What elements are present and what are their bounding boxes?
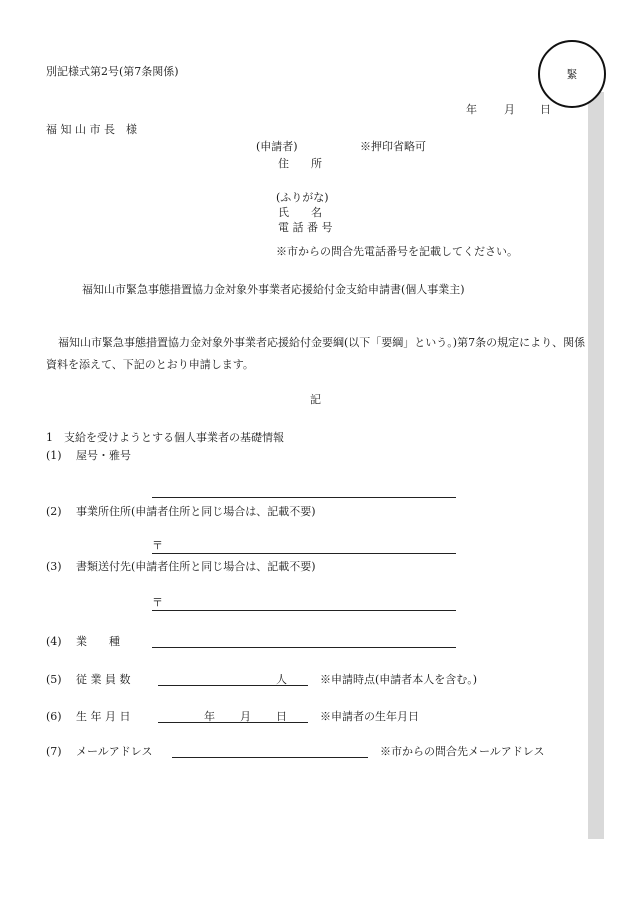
item7-number: (7) (46, 745, 62, 758)
item3-label: 書類送付先(申請者住所と同じ場合は、記載不要) (76, 560, 316, 573)
industry-field[interactable] (152, 647, 456, 648)
item3-postal-mark: 〒 (152, 596, 163, 609)
phone-label: 電 話 番 号 (278, 221, 333, 234)
phone-note: ※市からの問合先電話番号を記載してください。 (276, 245, 518, 258)
item6-number: (6) (46, 710, 62, 723)
trade-name-field[interactable] (152, 497, 456, 498)
business-address-field[interactable] (152, 553, 456, 554)
date-year-label: 年 (466, 103, 477, 116)
item1-label: 屋号・雅号 (76, 449, 131, 462)
ki-heading: 記 (310, 393, 321, 406)
applicant-role: (申請者) (256, 140, 298, 153)
name-label: 氏 名 (278, 206, 322, 219)
item6-note: ※申請者の生年月日 (320, 710, 419, 723)
furigana-label: (ふりがな) (276, 191, 329, 204)
item7-label: メールアドレス (76, 745, 153, 758)
item5-label: 従 業 員 数 (76, 673, 131, 686)
item7-note: ※市からの問合先メールアドレス (380, 745, 545, 758)
seal-omission-note: ※押印省略可 (360, 140, 426, 153)
item3-number: (3) (46, 560, 62, 573)
item2-label: 事業所住所(申請者住所と同じ場合は、記載不要) (76, 505, 316, 518)
item6-day-label: 日 (276, 710, 287, 723)
item2-postal-mark: 〒 (152, 539, 163, 552)
item6-year-label: 年 (204, 710, 215, 723)
form-number: 別記様式第2号(第7条関係) (46, 65, 179, 78)
email-field[interactable] (172, 757, 368, 758)
address-label: 住 所 (278, 157, 322, 170)
section1-title: 1 支給を受けようとする個人事業者の基礎情報 (46, 431, 284, 444)
date-day-label: 日 (540, 103, 551, 116)
mailing-address-field[interactable] (152, 610, 456, 611)
body-paragraph: 福知山市緊急事態措置協力金対象外事業者応援給付金要綱(以下「要綱」という。)第7条の規定により、関係資料を添えて、下記のとおり申請します。 (46, 336, 586, 371)
document-title: 福知山市緊急事態措置協力金対象外事業者応援給付金支給申請書(個人事業主) (82, 283, 465, 296)
item6-month-label: 月 (240, 710, 251, 723)
page-edge-bar (588, 92, 604, 839)
item5-unit: 人 (276, 673, 287, 686)
item2-number: (2) (46, 505, 62, 518)
item5-number: (5) (46, 673, 62, 686)
item4-number: (4) (46, 635, 62, 648)
item5-note: ※申請時点(申請者本人を含む。) (320, 673, 478, 686)
date-month-label: 月 (504, 103, 515, 116)
item4-label: 業 種 (76, 635, 120, 648)
urgent-seal: 緊 (538, 40, 606, 108)
addressee: 福 知 山 市 長 様 (46, 123, 137, 136)
item1-number: (1) (46, 449, 62, 462)
item6-label: 生 年 月 日 (76, 710, 131, 723)
